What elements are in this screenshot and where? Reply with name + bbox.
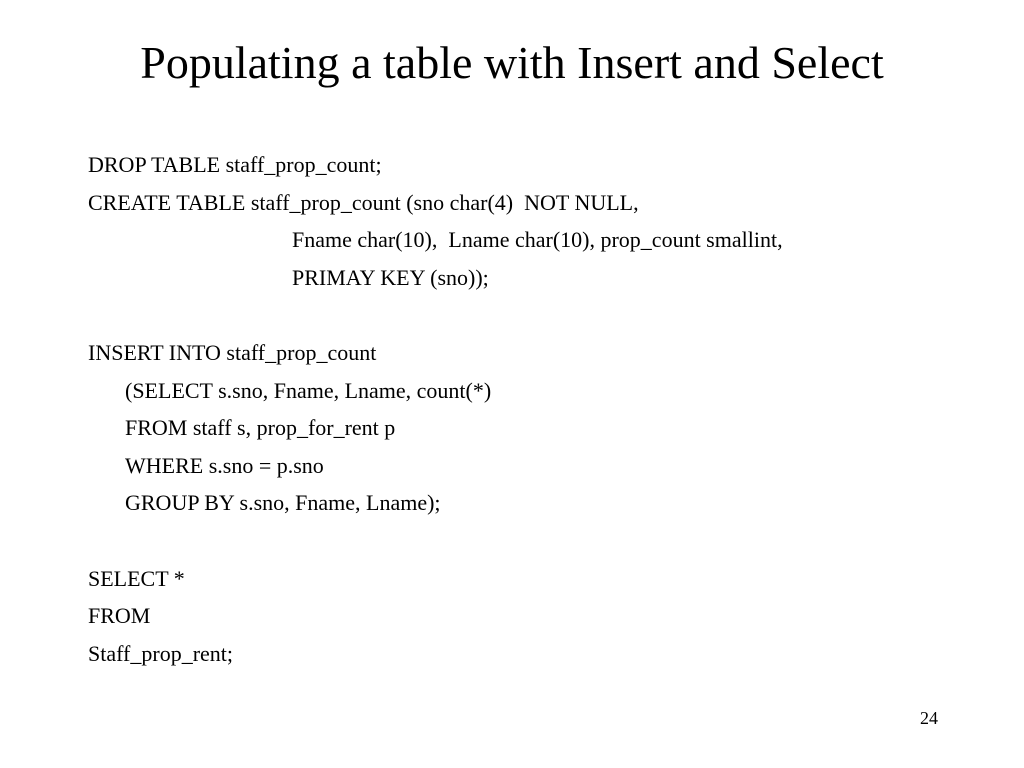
- code-line: SELECT *: [88, 565, 185, 591]
- code-line: (SELECT s.sno, Fname, Lname, count(*): [125, 377, 492, 403]
- code-line: FROM: [88, 603, 151, 629]
- code-line: Staff_prop_rent;: [88, 640, 234, 666]
- code-line: GROUP BY s.sno, Fname, Lname);: [125, 490, 441, 516]
- slide-title: Populating a table with Insert and Select: [140, 37, 884, 88]
- page-number: 24: [920, 708, 938, 728]
- code-line: DROP TABLE staff_prop_count;: [88, 152, 382, 177]
- code-line: WHERE s.sno = p.sno: [125, 452, 324, 478]
- sql-code-block: [88, 146, 988, 672]
- code-line: CREATE TABLE staff_prop_count (sno char(4) NOT NULL,: [88, 189, 639, 215]
- blank-line: [88, 522, 988, 560]
- code-line: INSERT INTO staff_prop_count: [88, 339, 377, 365]
- code-line: Fname char(10), Lname char(10), prop_count smallint,: [292, 227, 783, 253]
- code-line: PRIMAY KEY (sno));: [292, 264, 489, 290]
- code-line: FROM staff s, prop_for_rent p: [125, 415, 396, 441]
- blank-line: [88, 296, 988, 334]
